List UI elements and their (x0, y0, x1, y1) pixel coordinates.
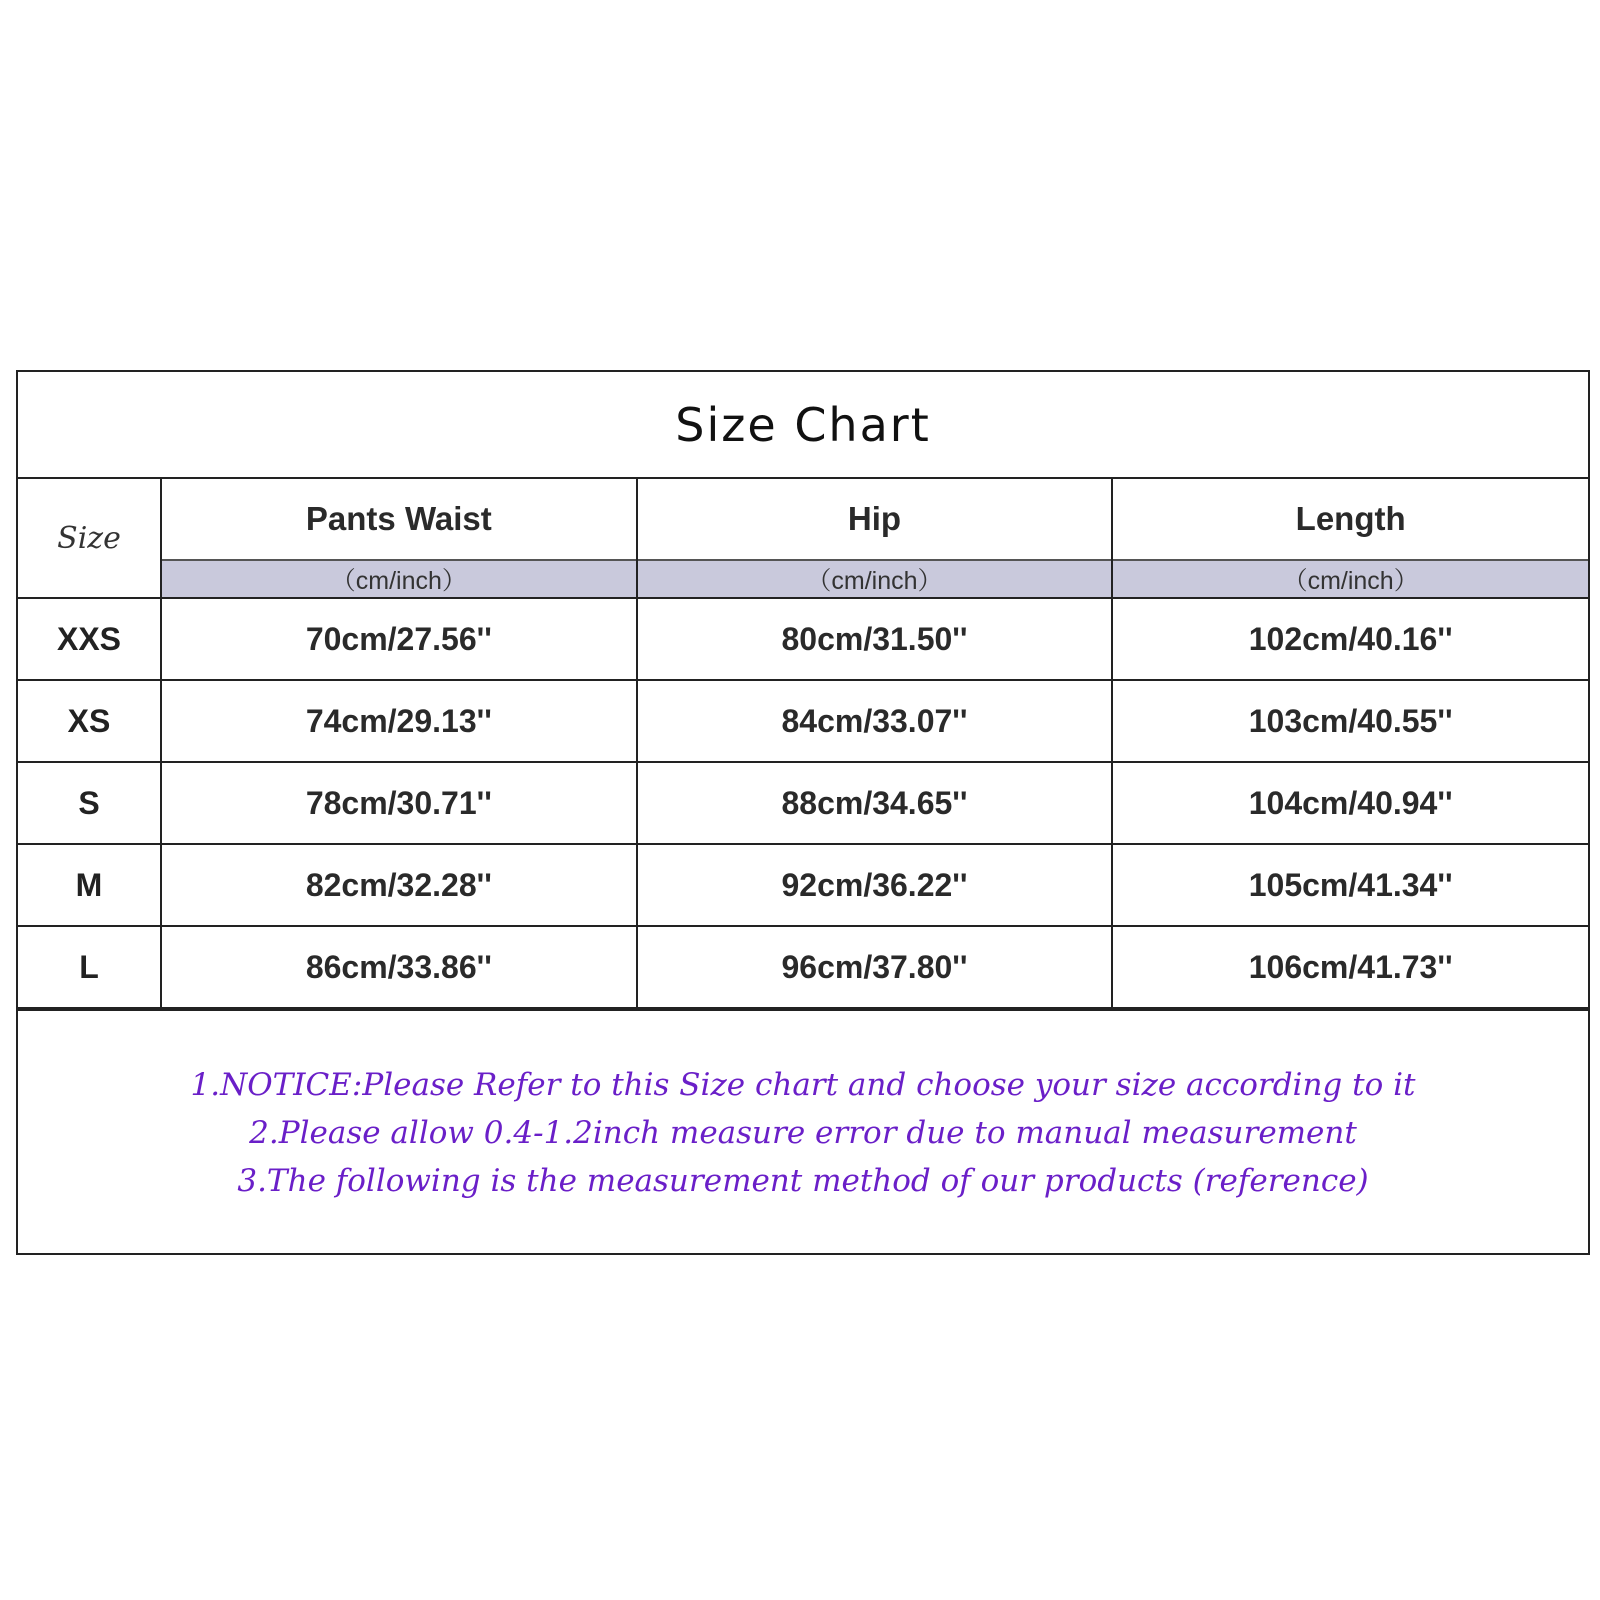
size-label: XXS (18, 598, 161, 680)
table-row (18, 680, 1588, 762)
size-chart (16, 370, 1590, 1255)
table-row (18, 762, 1588, 844)
column-header-hip: Hip (637, 479, 1113, 560)
size-column-header: Size (18, 479, 161, 598)
size-table (18, 479, 1588, 1009)
column-header-length: Length (1112, 479, 1588, 560)
length-value: 102cm/40.16'' (1112, 598, 1588, 680)
hip-value: 84cm/33.07'' (637, 680, 1113, 762)
unit-label-hip: （cm/inch） (637, 560, 1113, 598)
note-line-2: 2.Please allow 0.4-1.2inch measure error due to manual measurement (249, 1115, 1357, 1151)
table-row (18, 844, 1588, 926)
length-value: 104cm/40.94'' (1112, 762, 1588, 844)
table-row (18, 598, 1588, 680)
waist-value: 70cm/27.56'' (161, 598, 637, 680)
waist-value: 78cm/30.71'' (161, 762, 637, 844)
size-label: M (18, 844, 161, 926)
length-value: 105cm/41.34'' (1112, 844, 1588, 926)
note-line-3: 3.The following is the measurement method of our products (reference) (237, 1163, 1369, 1199)
column-header-waist: Pants Waist (161, 479, 637, 560)
hip-value: 80cm/31.50'' (637, 598, 1113, 680)
size-label: L (18, 926, 161, 1008)
waist-value: 74cm/29.13'' (161, 680, 637, 762)
chart-title: Size Chart (18, 372, 1588, 479)
table-row (18, 926, 1588, 1008)
notes-section (18, 1009, 1588, 1255)
note-line-1: 1.NOTICE:Please Refer to this Size chart and choose your size according to it (190, 1067, 1416, 1103)
size-label: S (18, 762, 161, 844)
unit-row (18, 560, 1588, 598)
length-value: 106cm/41.73'' (1112, 926, 1588, 1008)
unit-label-length: （cm/inch） (1112, 560, 1588, 598)
header-row (18, 479, 1588, 560)
waist-value: 82cm/32.28'' (161, 844, 637, 926)
hip-value: 88cm/34.65'' (637, 762, 1113, 844)
waist-value: 86cm/33.86'' (161, 926, 637, 1008)
hip-value: 92cm/36.22'' (637, 844, 1113, 926)
size-label: XS (18, 680, 161, 762)
length-value: 103cm/40.55'' (1112, 680, 1588, 762)
unit-label-waist: （cm/inch） (161, 560, 637, 598)
hip-value: 96cm/37.80'' (637, 926, 1113, 1008)
